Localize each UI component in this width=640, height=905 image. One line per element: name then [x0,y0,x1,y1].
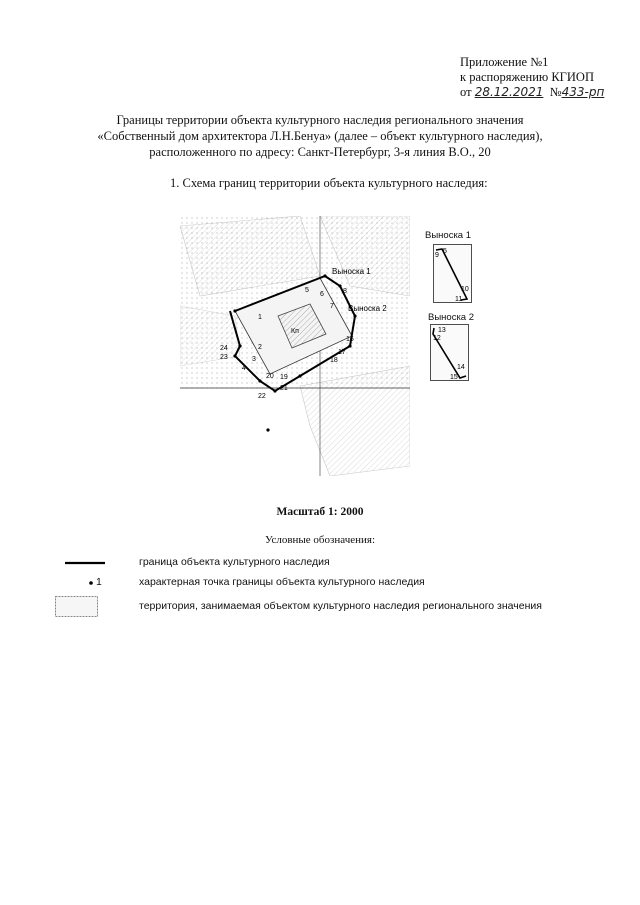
point-label: 19 [280,374,288,381]
point-label: 22 [258,393,266,400]
callout-2-point: 12 [433,335,441,342]
point-label: 7 [330,303,334,310]
point-label: 5 [305,287,309,294]
point-label: 24 [220,345,228,352]
date-prefix: от [460,85,472,99]
point-label: 20 [266,373,274,380]
callout-1-point: 9 [435,252,439,259]
point-label: 18 [330,357,338,364]
scheme-caption: 1. Схема границ территории объекта культурного наследия: [170,176,488,190]
point-label: 17 [338,349,346,356]
territory-area-symbol [55,596,99,618]
document-title [60,112,580,160]
map-drawing [180,216,410,476]
boundary-line-symbol [65,556,105,570]
appendix-number: Приложение №1 [460,55,549,69]
map-scale: Масштаб 1: 2000 [276,506,364,518]
point-label: 3 [252,356,256,363]
legend-text: граница объекта культурного наследия [139,556,330,568]
point-label: 1 [258,314,262,321]
building-label: Кп [291,328,299,335]
legend-text: территория, занимаемая объектом культурного наследия регионального значения [139,600,542,612]
callout-2-point: 13 [438,327,446,334]
order-number: 433-рп [561,85,605,99]
title-line-1: Границы территории объекта культурного наследия регионального значения [116,113,524,127]
point-label: 16 [346,336,354,343]
callout-1-label: Выноска 1 [425,230,472,241]
order-date: 28.12.2021 [474,85,544,99]
boundary-map [180,216,475,481]
legend-title: Условные обозначения: [264,534,376,546]
callout-1-point: 11 [455,296,463,303]
number-prefix: № [549,85,562,99]
inmap-callout-2: Выноска 2 [348,304,387,313]
inmap-callout-1: Выноска 1 [332,267,371,276]
point-label: 21 [280,385,288,392]
title-line-3: расположенного по адресу: Санкт-Петербург, 3-я линия В.О., 20 [149,145,491,159]
title-line-2: «Собственный дом архитектора Л.Н.Бенуа» (далее – объект культурного наследия), [97,129,543,143]
order-reference: к распоряжению КГИОП [460,70,594,84]
callout-1-point: 10 [461,286,469,293]
point-symbol-label: 1 [96,576,102,588]
callout-2-point: 15 [450,374,458,381]
point-label: 23 [220,354,228,361]
point-label: 2 [258,344,262,351]
point-label: 4 [242,365,246,372]
point-label: 6 [320,291,324,298]
callout-1-point: 5 [443,248,447,255]
point-label: 8 [343,288,347,295]
appendix-header [460,55,604,100]
callout-2-drawing [430,324,470,382]
callout-1-drawing [433,244,473,304]
legend-text: характерная точка границы объекта культурного наследия [139,576,425,588]
callout-2-point: 14 [457,364,465,371]
callout-2-label: Выноска 2 [428,312,475,323]
order-date-line [460,85,604,100]
